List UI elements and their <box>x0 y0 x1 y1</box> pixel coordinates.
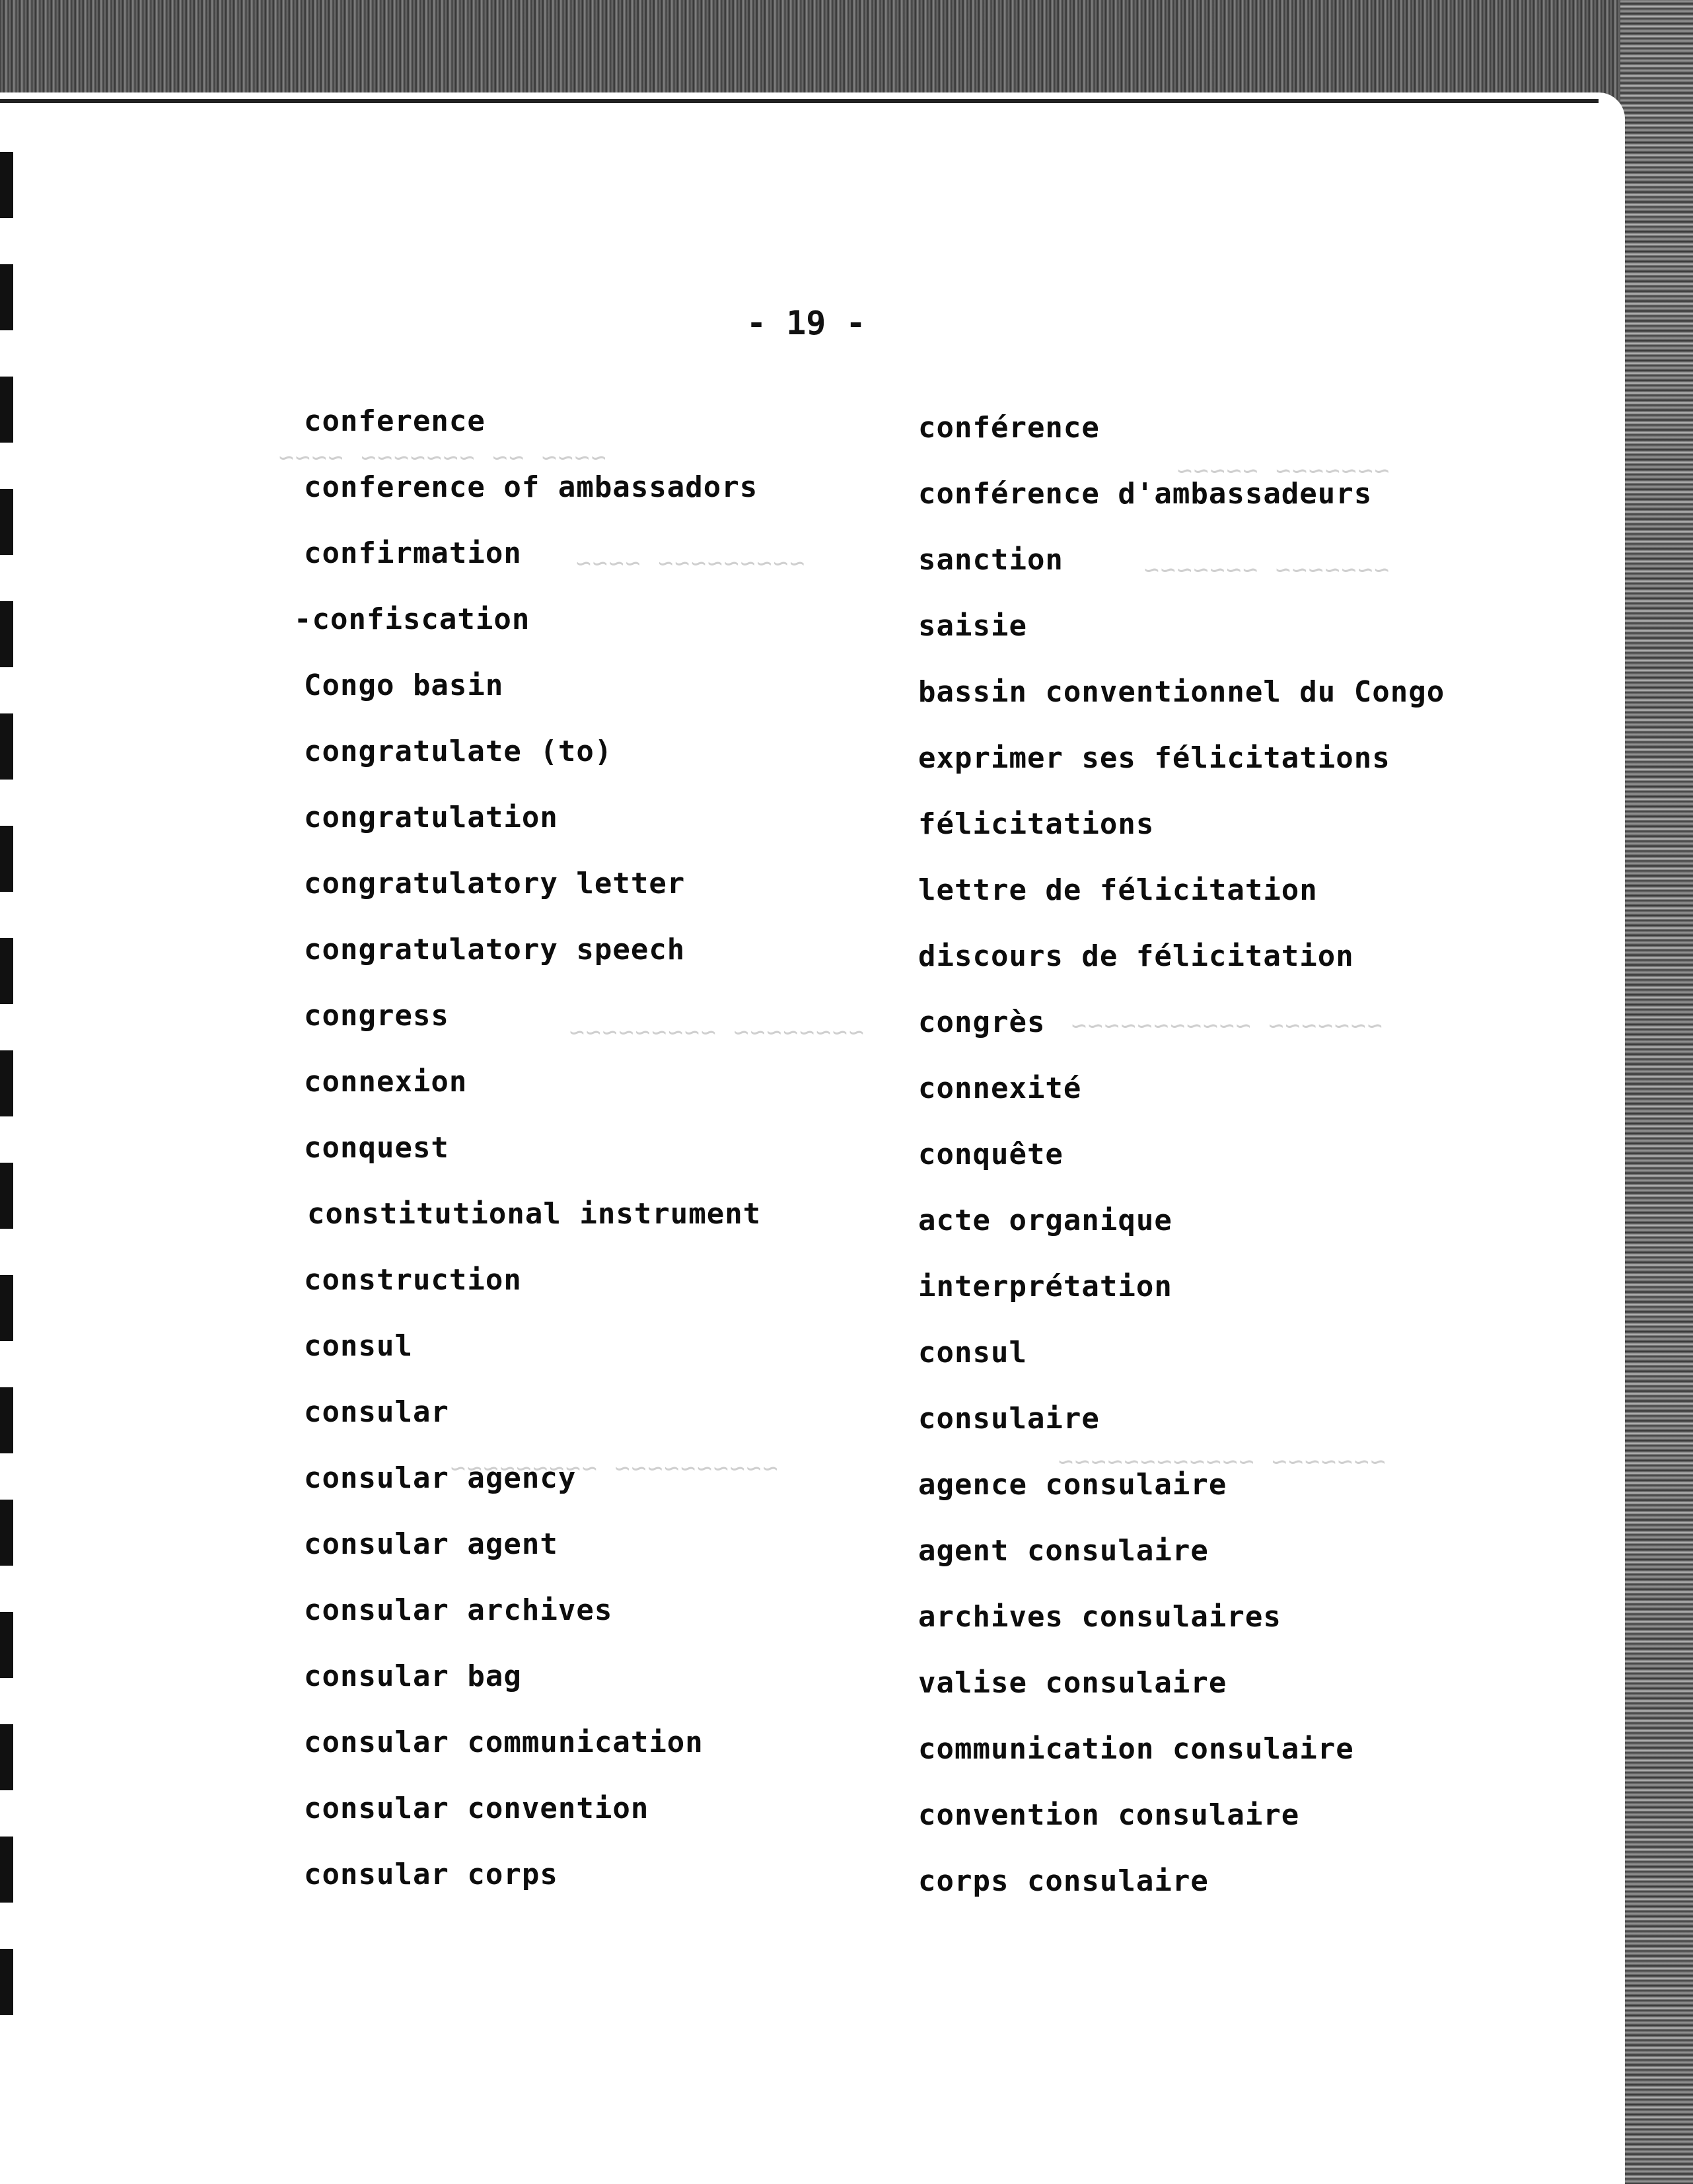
binding-mark <box>0 1387 13 1453</box>
binding-mark <box>0 1949 13 2015</box>
binding-mark <box>0 1275 13 1341</box>
term-english: congress <box>304 999 449 1033</box>
binding-mark <box>0 1050 13 1116</box>
scanner-background-right <box>1620 0 1693 2184</box>
term-english: conference of ambassadors <box>304 470 758 504</box>
binding-mark <box>0 1724 13 1790</box>
page-top-edge <box>0 99 1599 103</box>
term-english: congratulatory speech <box>304 933 686 966</box>
binding-mark <box>0 489 13 555</box>
binding-mark <box>0 1500 13 1566</box>
term-french: félicitations <box>918 807 1155 841</box>
term-french: congrès <box>918 1005 1046 1039</box>
term-english: consular archives <box>304 1593 613 1627</box>
term-english: construction <box>304 1263 522 1297</box>
page-number: - 19 - <box>746 304 866 342</box>
term-french: saisie <box>918 609 1027 643</box>
term-french: sanction <box>918 543 1063 577</box>
bleed-through-smudge: ~~~~~~~ ~~~~~ <box>1176 456 1390 485</box>
term-french: acte organique <box>918 1204 1172 1237</box>
bleed-through-smudge: ~~~~~~~~ ~~~~~~~~~ <box>568 1017 864 1046</box>
binding-mark <box>0 826 13 892</box>
term-english: consular communication <box>304 1726 703 1759</box>
binding-mark <box>0 601 13 667</box>
term-french: agent consulaire <box>918 1534 1209 1568</box>
bleed-through-smudge: ~~~~~~~~~ ~~~~ <box>575 548 805 577</box>
term-french: convention consulaire <box>918 1798 1300 1832</box>
term-french: lettre de félicitation <box>918 873 1318 907</box>
document-page <box>0 92 1625 2184</box>
bleed-through-smudge: ~~~~~~~ ~~~~~~~~~~~ <box>1070 1011 1383 1040</box>
bleed-through-smudge: ~~~~~~~ ~~~~~~~ <box>1143 555 1390 584</box>
term-french: valise consulaire <box>918 1666 1227 1700</box>
term-french: exprimer ses félicitations <box>918 741 1390 775</box>
term-french: conférence <box>918 411 1100 445</box>
term-french: discours de félicitation <box>918 939 1354 973</box>
binding-mark <box>0 152 13 218</box>
term-english: consular bag <box>304 1659 522 1693</box>
term-english: consular <box>304 1395 449 1429</box>
binding-mark <box>0 938 13 1004</box>
term-french: interprétation <box>918 1270 1172 1303</box>
binding-mark <box>0 1837 13 1903</box>
binding-mark <box>0 713 13 780</box>
term-english: connexion <box>304 1065 468 1099</box>
bleed-through-smudge: ~~~~~~~~~~ ~~~~~~~~~ <box>449 1453 778 1482</box>
term-french: archives consulaires <box>918 1600 1281 1634</box>
term-french: consul <box>918 1336 1027 1369</box>
term-english: congratulatory letter <box>304 867 686 900</box>
term-english: conquest <box>304 1131 449 1165</box>
term-english: Congo basin <box>304 669 504 702</box>
binding-mark <box>0 377 13 443</box>
term-french: conquête <box>918 1138 1063 1171</box>
term-english: conference <box>304 404 486 438</box>
term-french: connexité <box>918 1072 1082 1105</box>
term-french: corps consulaire <box>918 1864 1209 1898</box>
term-french: agence consulaire <box>918 1468 1227 1502</box>
term-french: consulaire <box>918 1402 1100 1436</box>
term-english: constitutional instrument <box>307 1197 762 1231</box>
term-french: communication consulaire <box>918 1732 1354 1766</box>
binding-mark <box>0 1612 13 1678</box>
bleed-through-smudge: ~~~~ ~~ ~~~~~~~ ~~~~ <box>277 443 606 472</box>
term-english: congratulate (to) <box>304 735 613 768</box>
term-english: consular agent <box>304 1527 558 1561</box>
bleed-through-smudge: ~~~~~~~ ~~~~~~~~~~~~ <box>1057 1447 1386 1476</box>
term-french: conférence d'ambassadeurs <box>918 477 1373 511</box>
binding-holes <box>0 132 15 2114</box>
term-english: consul <box>304 1329 413 1363</box>
binding-mark <box>0 264 13 330</box>
term-english: confirmation <box>304 536 522 570</box>
term-english: consular corps <box>304 1858 558 1891</box>
term-french: bassin conventionnel du Congo <box>918 675 1445 709</box>
term-english: congratulation <box>304 801 558 834</box>
term-english: -confiscation <box>294 602 530 636</box>
term-english: consular convention <box>304 1792 649 1825</box>
term-english: consular agency <box>304 1461 577 1495</box>
binding-mark <box>0 1163 13 1229</box>
